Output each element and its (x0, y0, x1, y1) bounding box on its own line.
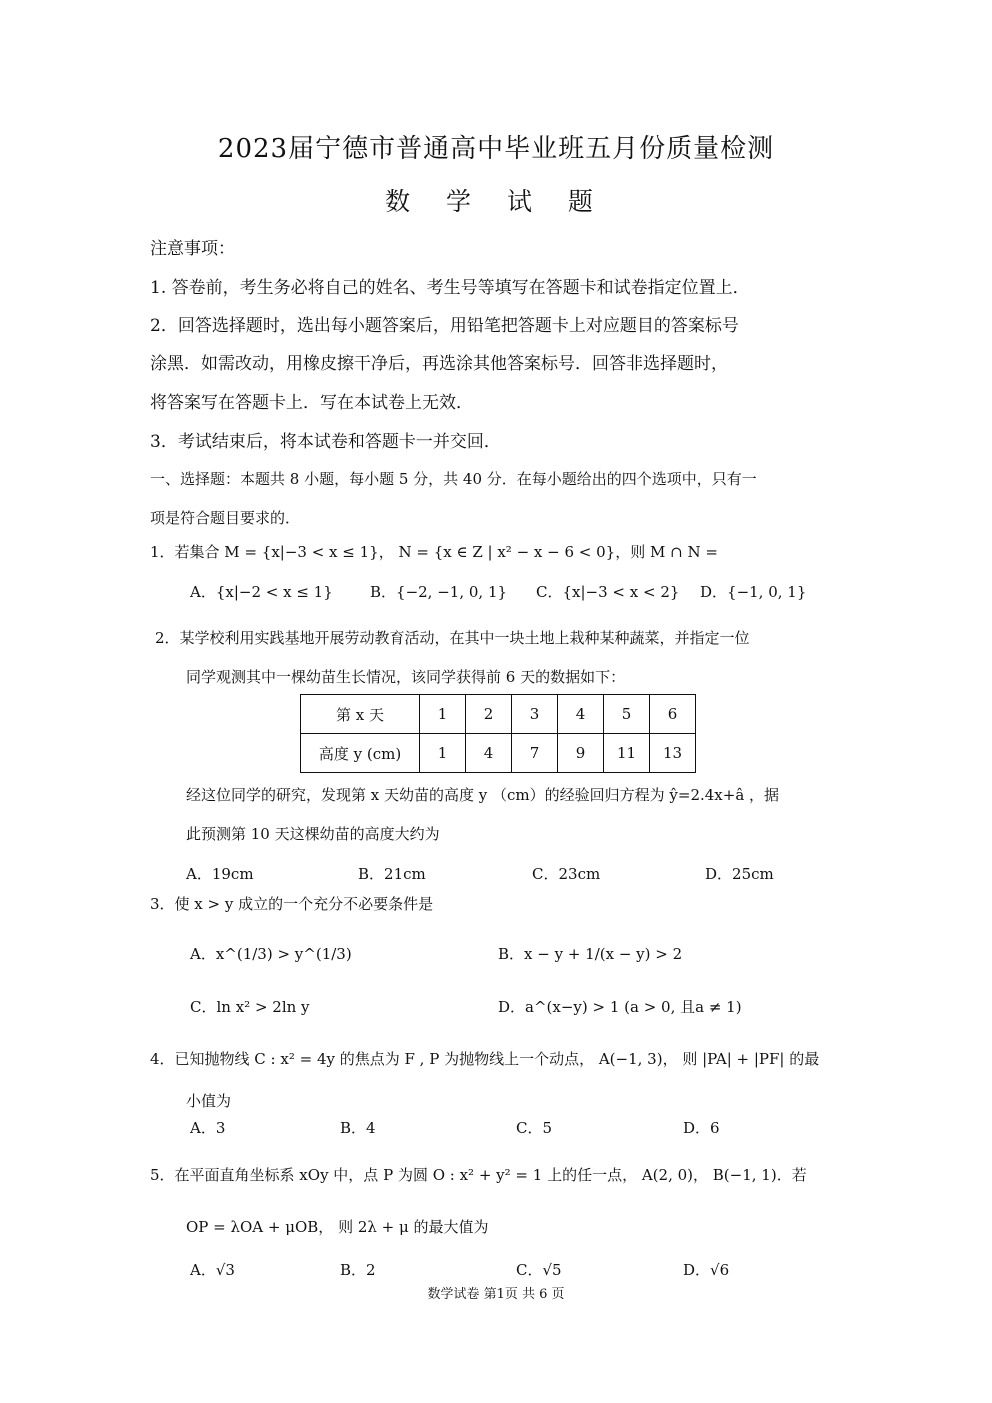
q5-option-c: C．√5 (516, 1261, 562, 1279)
q3-stem: 3．使 x > y 成立的一个充分不必要条件是 (150, 895, 434, 913)
q3-option-a: A．x^(1/3) > y^(1/3) (190, 945, 352, 963)
q4-option-b: B．4 (340, 1119, 376, 1137)
table-cell: 3 (512, 695, 558, 734)
q4-option-d: D．6 (683, 1119, 720, 1137)
q5-option-b: B．2 (340, 1261, 376, 1279)
q2-stem-3: 经这位同学的研究，发现第 x 天幼苗的高度 y （cm）的经验回归方程为 ŷ=2.4x+â ，据 (186, 786, 780, 804)
q5-option-d: D．√6 (683, 1261, 730, 1279)
q1-option-b: B．{−2, −1, 0, 1} (370, 583, 508, 601)
q2-option-a: A．19cm (186, 865, 254, 883)
section1-line-1: 一、选择题：本题共 8 小题，每小题 5 分，共 40 分．在每小题给出的四个选项中，只有一 (150, 470, 757, 488)
table-cell: 1 (420, 695, 466, 734)
notice-heading: 注意事项： (150, 239, 235, 259)
exam-subtitle: 数 学 试 题 (385, 187, 607, 216)
table-cell: 13 (650, 734, 696, 773)
q5-option-a: A．√3 (190, 1261, 235, 1279)
table-row (301, 734, 696, 773)
q2-option-c: C．23cm (532, 865, 601, 883)
table-header-height: 高度 y (cm) (301, 734, 420, 773)
q2-stem-1: 2．某学校利用实践基地开展劳动教育活动，在其中一块土地上栽种某种蔬菜，并指定一位 (155, 629, 750, 647)
q1-option-a: A．{x|−2 < x ≤ 1} (190, 583, 333, 601)
q4-stem-1: 4．已知抛物线 C : x² = 4y 的焦点为 F , P 为抛物线上一个动点， A(−1, 3)， 则 |PA| + |PF| 的最 (150, 1050, 820, 1068)
q2-stem-4: 此预测第 10 天这棵幼苗的高度大约为 (186, 825, 440, 843)
table-cell: 5 (604, 695, 650, 734)
q4-option-c: C．5 (516, 1119, 553, 1137)
q1-option-d: D．{−1, 0, 1} (700, 583, 807, 601)
q3-option-d: D．a^(x−y) > 1 (a > 0, 且a ≠ 1) (498, 998, 742, 1016)
table-cell: 1 (420, 734, 466, 773)
table-header-day: 第 x 天 (301, 695, 420, 734)
q5-stem-2: OP = λOA + μOB， 则 2λ + μ 的最大值为 (186, 1218, 489, 1236)
table-cell: 4 (558, 695, 604, 734)
q3-option-c: C．ln x² > 2ln y (190, 998, 310, 1016)
table-cell: 7 (512, 734, 558, 773)
page-footer: 数学试卷 第1页 共 6 页 (427, 1287, 565, 1302)
notice-line-1: 1. 答卷前，考生务必将自己的姓名、考生号等填写在答题卡和试卷指定位置上． (150, 278, 750, 298)
q5-stem-1: 5．在平面直角坐标系 xOy 中，点 P 为圆 O : x² + y² = 1 上的任一点， A(2, 0)， B(−1, 1)．若 (150, 1166, 807, 1184)
notice-line-3: 3．考试结束后，将本试卷和答题卡一并交回． (150, 432, 501, 452)
table-row (301, 695, 696, 734)
q1-option-c: C．{x|−3 < x < 2} (536, 583, 680, 601)
table-cell: 6 (650, 695, 696, 734)
q4-option-a: A．3 (190, 1119, 226, 1137)
q2-option-d: D．25cm (705, 865, 774, 883)
section1-line-2: 项是符合题目要求的． (150, 509, 301, 527)
q3-option-b: B．x − y + 1/(x − y) > 2 (498, 945, 683, 963)
q2-option-b: B．21cm (358, 865, 426, 883)
notice-line-2a: 2．回答选择题时，选出每小题答案后，用铅笔把答题卡上对应题目的答案标号 (150, 316, 739, 336)
notice-line-2c: 将答案写在答题卡上．写在本试卷上无效． (150, 393, 473, 413)
table-cell: 4 (466, 734, 512, 773)
table-cell: 9 (558, 734, 604, 773)
table-cell: 2 (466, 695, 512, 734)
notice-line-2b: 涂黑．如需改动，用橡皮擦干净后，再选涂其他答案标号．回答非选择题时， (150, 354, 728, 374)
q2-stem-2: 同学观测其中一棵幼苗生长情况，该同学获得前 6 天的数据如下： (186, 668, 626, 686)
q4-stem-2: 小值为 (186, 1092, 232, 1110)
q2-data-table (300, 694, 696, 773)
table-cell: 11 (604, 734, 650, 773)
q1-stem: 1．若集合 M = {x|−3 < x ≤ 1}， N = {x ∈ Z | x² − x − 6 < 0}，则 M ∩ N = (150, 543, 718, 561)
exam-title: 2023届宁德市普通高中毕业班五月份质量检测 (217, 134, 775, 164)
